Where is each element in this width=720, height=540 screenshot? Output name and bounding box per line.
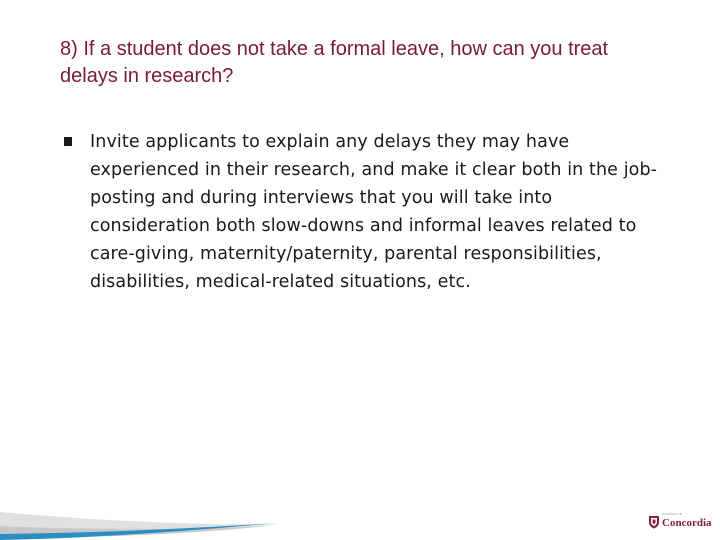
decorative-swoosh xyxy=(0,490,290,540)
concordia-shield-icon xyxy=(648,515,660,529)
slide-title: 8) If a student does not take a formal leave, how can you treat delays in research? xyxy=(60,38,609,87)
logo-wordmark: Concordia xyxy=(662,517,712,529)
square-bullet-icon xyxy=(64,137,72,146)
concordia-logo xyxy=(648,508,712,534)
bullet-item xyxy=(64,128,674,296)
logo-small-text: UNIVERSITÉ xyxy=(662,512,682,516)
bullet-text: Invite applicants to explain any delays they may have experienced in their research, and make it clear both in the job-posting and during interviews that you will take into consideration both slow-downs and informal leaves related to care-giving, maternity/paternity, parental responsibilities, disabilities, medical-related situations, etc. xyxy=(90,132,658,292)
bullet-list xyxy=(64,128,674,296)
